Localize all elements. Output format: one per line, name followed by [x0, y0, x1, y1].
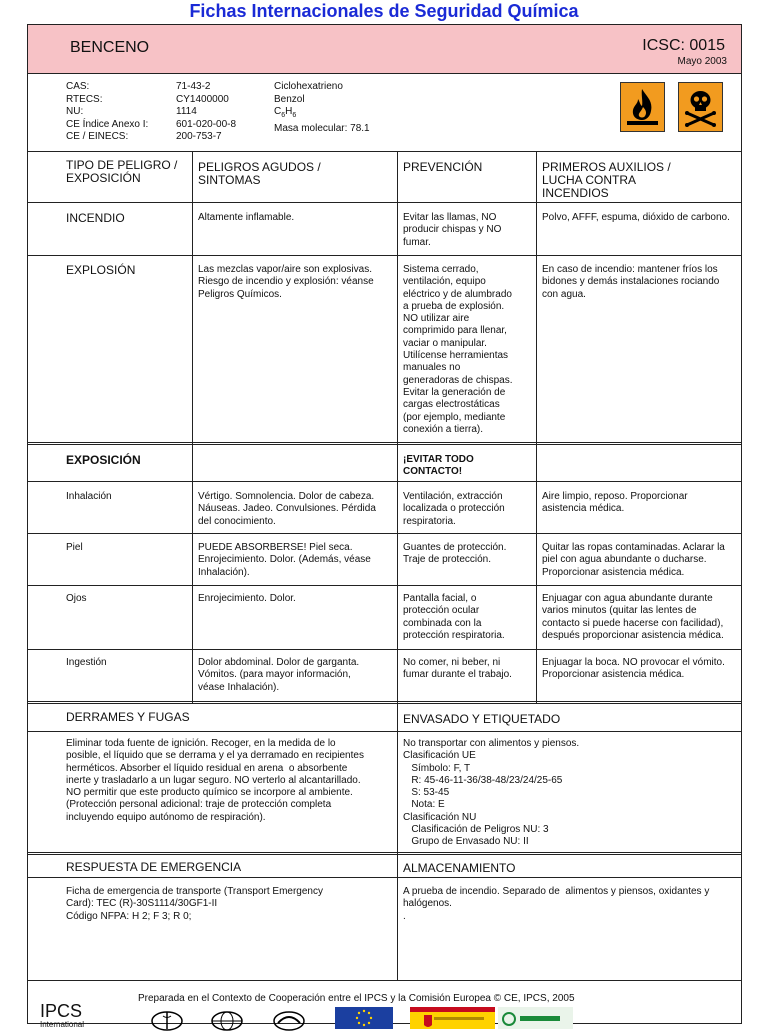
- spillage-text: Eliminar toda fuente de ignición. Recoger, en la medida de lo posible, el líquido que se derrama y el ya derramado en recipientes herméticos. Absorber el líquido residual en arena o absorbente inerte y trasladarlo a un lugar seguro. NO verterlo al alcantarillado. NO permitir que este producto químico se incorpore al ambiente. (Protección personal adicional: traje de protección completa incluyendo equipo autónomo de respiración).: [66, 738, 364, 823]
- ilo-logo-icon: [210, 1007, 244, 1029]
- ident-labels: [66, 81, 148, 144]
- chemical-name: BENCENO: [70, 39, 150, 56]
- header-band: [28, 25, 741, 74]
- header-hazard-type: TIPO DE PELIGRO / EXPOSICIÓN: [66, 158, 178, 185]
- icsc-date: Mayo 2003: [677, 56, 727, 67]
- inhalation-hazard: Vértigo. Somnolencia. Dolor de cabeza. Náuseas. Jadeo. Convulsiones. Pérdida del conocimiento.: [198, 491, 376, 527]
- emergency-text: Ficha de emergencia de transporte (Transport Emergency Card): TEC (R)-30S1114/30GF1-II Código NFPA: H 2; F 3; R 0;: [66, 886, 323, 922]
- exposure-prevention: ¡EVITAR TODO CONTACTO!: [403, 454, 474, 478]
- icsc-number: ICSC: 0015: [642, 37, 725, 54]
- ident-value: 601-020-00-8: [176, 118, 237, 130]
- ipcs-logo-text: IPCS: [40, 1001, 83, 1021]
- spillage-title: DERRAMES Y FUGAS: [66, 710, 190, 724]
- ident-synonyms: [274, 81, 370, 135]
- explosion-prevention: Sistema cerrado, ventilación, equipo eléctrico y de alumbrado a prueba de explosión. NO utilizar aire comprimido para llenar, vaciar o manipular. Utilícense herramientas manuales no generadoras de chispas. Evitar la generación de cargas electrostáticas (por ejemplo, mediante conexión a tierra).: [403, 264, 513, 435]
- ident-label: CE Índice Anexo I:: [66, 118, 149, 130]
- fire-first-aid: Polvo, AFFF, espuma, dióxido de carbono.: [542, 212, 730, 223]
- skin-hazard: PUEDE ABSORBERSE! Piel seca. Enrojecimiento. Dolor. (Además, véase Inhalación).: [198, 542, 371, 578]
- molecular-mass: Masa molecular: 78.1: [274, 122, 370, 134]
- row-label-eyes: Ojos: [66, 593, 87, 604]
- chemical-formula: $C_6H_6$: [274, 106, 297, 119]
- ident-value: CY1400000: [176, 93, 229, 105]
- ident-value: 1114: [176, 106, 197, 117]
- synonym: Ciclohexatrieno: [274, 81, 343, 92]
- document-title: Fichas Internacionales de Seguridad Química: [189, 1, 579, 21]
- eyes-first-aid: Enjuagar con agua abundante durante varios minutos (quitar las lentes de contacto si puede hacerse con facilidad), después proporcionar asistencia médica.: [542, 593, 724, 641]
- eyes-hazard: Enrojecimiento. Dolor.: [198, 593, 296, 604]
- row-label-ingestion: Ingestión: [66, 657, 107, 668]
- header-first-aid: PRIMEROS AUXILIOS / LUCHA CONTRA INCENDIOS: [542, 160, 671, 200]
- row-label-explosion: EXPLOSIÓN: [66, 263, 136, 277]
- emergency-title: RESPUESTA DE EMERGENCIA: [66, 860, 242, 874]
- header-acute-hazards: PELIGROS AGUDOS / SINTOMAS: [198, 160, 321, 187]
- ident-label: CAS:: [66, 81, 90, 92]
- ingestion-prevention: No comer, ni beber, ni fumar durante el trabajo.: [403, 657, 512, 681]
- packaging-text: No transportar con alimentos y piensos. Clasificación UE Símbolo: F, T R: 45-46-11-36/38-48/23/24/25-65 S: 53-45 Nota: E Clasificación NU Clasificación de Peligros NU: 3 Grupo de Envasado NU: II: [403, 738, 580, 848]
- spain-emblem-icon: [410, 1007, 495, 1029]
- ipcs-subtitle: International: [40, 1020, 85, 1029]
- ident-value: 71-43-2: [176, 81, 211, 92]
- eu-flag-icon: [335, 1007, 393, 1029]
- identification-block: [28, 74, 741, 152]
- ingestion-first-aid: Enjuagar la boca. NO provocar el vómito. Proporcionar asistencia médica.: [542, 657, 725, 681]
- ident-value: 200-753-7: [176, 131, 222, 142]
- inhalation-prevention: Ventilación, extracción localizada o protección respiratoria.: [403, 491, 505, 527]
- synonym: Benzol: [274, 93, 305, 105]
- safety-card: [27, 24, 742, 1029]
- inhalation-first-aid: Aire limpio, reposo. Proporcionar asistencia médica.: [542, 491, 688, 515]
- ident-label: RTECS:: [66, 93, 103, 105]
- row-label-exposure: EXPOSICIÓN: [66, 453, 141, 467]
- header-prevention: PREVENCIÓN: [403, 160, 483, 174]
- storage-text: A prueba de incendio. Separado de alimentos y piensos, oxidantes y halógenos. .: [403, 886, 710, 922]
- unep-logo-icon: [272, 1007, 306, 1029]
- ingestion-hazard: Dolor abdominal. Dolor de garganta. Vómitos. (para mayor información, véase Inhalación).: [198, 657, 360, 693]
- skull-crossbones-icon: [678, 82, 723, 132]
- row-label-fire: INCENDIO: [66, 211, 125, 225]
- fire-hazard: Altamente inflamable.: [198, 212, 295, 223]
- fire-prevention: Evitar las llamas, NO producir chispas y NO fumar.: [403, 212, 502, 248]
- ident-values: [176, 81, 236, 144]
- ident-label: NU:: [66, 106, 84, 117]
- footer-credit: Preparada en el Contexto de Cooperación entre el IPCS y la Comisión Europea © CE, IPCS, 2005: [138, 993, 575, 1004]
- flame-icon: [620, 82, 665, 132]
- ident-label: CE / EINECS:: [66, 131, 129, 142]
- skin-first-aid: Quitar las ropas contaminadas. Aclarar la piel con agua abundante o ducharse. Proporcionar asistencia médica.: [542, 542, 725, 578]
- row-label-inhalation: Inhalación: [66, 491, 112, 502]
- who-logo-icon: [150, 1007, 184, 1029]
- eyes-prevention: Pantalla facial, o protección ocular combinada con la protección respiratoria.: [403, 593, 505, 641]
- insht-logo-icon: [498, 1007, 573, 1029]
- storage-title: ALMACENAMIENTO: [403, 861, 516, 875]
- skin-prevention: Guantes de protección. Traje de protección.: [403, 542, 507, 566]
- explosion-hazard: Las mezclas vapor/aire son explosivas. Riesgo de incendio y explosión: véanse Peligros Químicos.: [198, 264, 374, 300]
- row-label-skin: Piel: [66, 542, 83, 553]
- packaging-title: ENVASADO Y ETIQUETADO: [403, 712, 561, 726]
- explosion-first-aid: En caso de incendio: mantener fríos los bidones y demás instalaciones rociando con agua.: [542, 264, 720, 300]
